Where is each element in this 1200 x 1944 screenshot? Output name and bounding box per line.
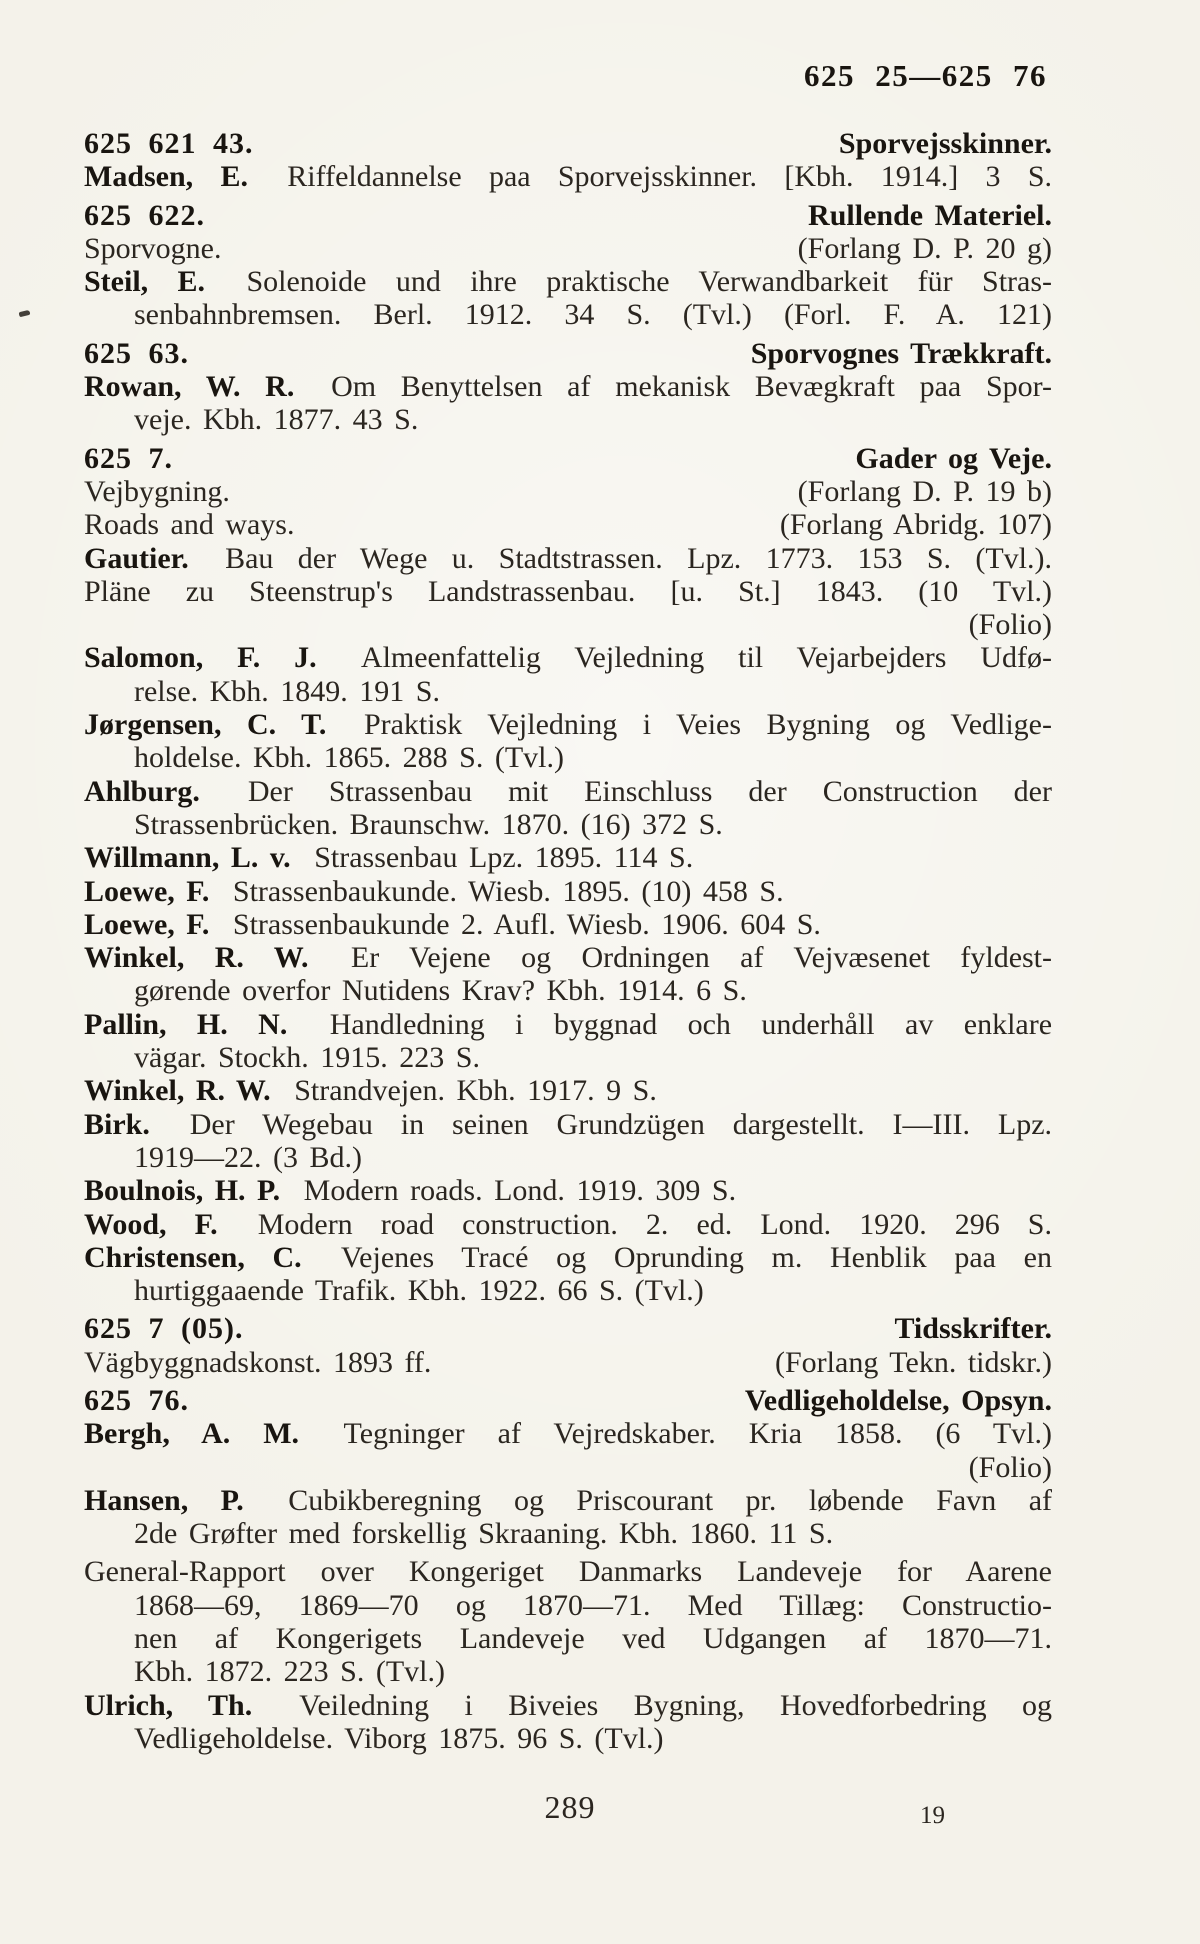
entry-text: Tegninger af Vejredskaber. Kria 1858. (6 Tvl.) [343, 1417, 1052, 1451]
catalog-line [84, 608, 1052, 641]
entry-text: hurtiggaaende Trafik. Kbh. 1922. 66 S. (Tvl.) [134, 1274, 704, 1308]
class-heading: Tidsskrifter. [894, 1312, 1052, 1346]
catalog-line [84, 1655, 1052, 1688]
entry-text: gørende overfor Nutidens Krav? Kbh. 1914. 6 S. [134, 974, 747, 1008]
cross-reference: (Forlang D. P. 20 g) [797, 231, 1052, 265]
entry-label: Sporvogne. [84, 231, 222, 265]
catalog-line [84, 199, 1052, 232]
catalog-line [84, 370, 1052, 403]
catalog-line [84, 127, 1052, 160]
catalog-line [84, 1589, 1052, 1622]
catalog-line [84, 1008, 1052, 1041]
entry-text: veje. Kbh. 1877. 43 S. [134, 403, 419, 437]
author-name: Winkel, R. W. [84, 941, 309, 975]
author-name: Christensen, C. [84, 1240, 302, 1274]
catalog-line [84, 575, 1052, 608]
catalog-line [84, 708, 1052, 741]
entry-text: Strassenbrücken. Braunschw. 1870. (16) 372 S. [134, 807, 723, 841]
entry-text: Riffeldannelse paa Sporvejsskinner. [Kbh. 1914.] 3 S. [287, 160, 1053, 194]
catalog-line [84, 337, 1052, 370]
entry-text: Modern roads. Lond. 1919. 309 S. [303, 1174, 737, 1208]
catalog-line [84, 1346, 1052, 1379]
catalog-line [84, 741, 1052, 774]
author-name: Winkel, R. W. [84, 1074, 271, 1108]
catalog-line [84, 475, 1052, 508]
catalog-line [84, 1108, 1052, 1141]
author-name: Willmann, L. v. [84, 841, 291, 875]
author-name: Ahlburg. [84, 774, 200, 808]
catalog-line [84, 941, 1052, 974]
cross-reference: (Forlang D. P. 19 b) [797, 474, 1052, 508]
printers-signature: 19 [920, 1802, 945, 1829]
author-name: Loewe, F. [84, 907, 210, 941]
catalog-line [84, 160, 1052, 193]
cross-reference: (Forlang Tekn. tidskr.) [775, 1345, 1052, 1379]
class-heading: Sporvognes Trækkraft. [750, 336, 1052, 370]
entry-text: Er Vejene og Ordningen af Vejvæsenet fyldest- [350, 941, 1053, 975]
catalog-line [84, 841, 1052, 874]
cross-reference: (Forlang Abridg. 107) [779, 508, 1052, 542]
catalog-line [84, 232, 1052, 265]
catalog-line [84, 1312, 1052, 1345]
entry-text: Modern road construction. 2. ed. Lond. 1920. 296 S. [257, 1207, 1052, 1241]
catalog-line [84, 442, 1052, 475]
class-number: 625 7. [84, 441, 173, 475]
class-heading: Rullende Materiel. [808, 198, 1052, 232]
catalog-line [84, 1074, 1052, 1107]
author-name: Jørgensen, C. T. [84, 708, 327, 742]
class-number: 625 63. [84, 336, 189, 370]
catalog-line [84, 1041, 1052, 1074]
class-heading: Gader og Veje. [855, 441, 1052, 475]
catalog-line [84, 1141, 1052, 1174]
entry-text: Om Benyttelsen af mekanisk Bevægkraft paa Spor- [331, 370, 1053, 404]
catalog-line [84, 508, 1052, 541]
entry-text: Der Wegebau in seinen Grundzügen dargestellt. I—III. Lpz. [189, 1107, 1053, 1141]
running-head: 625 25—625 76 [804, 58, 1047, 93]
author-name: Bergh, A. M. [84, 1417, 300, 1451]
author-name: Birk. [84, 1107, 150, 1141]
author-name: Ulrich, Th. [84, 1688, 253, 1722]
catalog-line [84, 641, 1052, 674]
entry-text: Vejenes Tracé og Oprunding m. Henblik paa en [340, 1240, 1052, 1274]
page-number: 289 [544, 1789, 596, 1825]
entry-text: Strassenbaukunde. Wiesb. 1895. (10) 458 S. [232, 874, 784, 908]
catalog-line [84, 1555, 1052, 1588]
entry-label: Vejbygning. [84, 474, 230, 508]
entry-text: Pläne zu Steenstrup's Landstrassenbau. [u. St.] 1843. (10 Tvl.) [84, 574, 1052, 608]
catalog-line [84, 1451, 1052, 1484]
entry-text: Vedligeholdelse. Viborg 1875. 96 S. (Tvl.) [134, 1721, 664, 1755]
catalog-line [84, 1484, 1052, 1517]
entry-label: Vägbyggnadskonst. 1893 ff. [84, 1345, 432, 1379]
author-name: Hansen, P. [84, 1483, 244, 1517]
entry-text: senbahnbremsen. Berl. 1912. 34 S. (Tvl.) (Forl. F. A. 121) [134, 298, 1052, 332]
author-name: Gautier. [84, 541, 189, 575]
catalog-line [84, 875, 1052, 908]
entry-text: relse. Kbh. 1849. 191 S. [134, 674, 440, 708]
entry-text: Solenoide und ihre praktische Verwandbarkeit für Stras- [246, 265, 1053, 299]
entry-label: Roads and ways. [84, 508, 295, 542]
entry-text: Veiledning i Biveies Bygning, Hovedforbedring og [299, 1688, 1052, 1722]
catalog-line [84, 1241, 1052, 1274]
catalog-line [84, 1417, 1052, 1450]
catalog-line [84, 403, 1052, 436]
entry-text: vägar. Stockh. 1915. 223 S. [134, 1041, 480, 1075]
author-name: Wood, F. [84, 1207, 218, 1241]
entry-text: 1868—69, 1869—70 og 1870—71. Med Tillæg: Constructio- [134, 1588, 1052, 1622]
catalog-line [84, 542, 1052, 575]
format-note: (Folio) [968, 608, 1052, 642]
catalog-line [84, 1384, 1052, 1417]
class-heading: Vedligeholdelse, Opsyn. [744, 1383, 1052, 1417]
author-name: Pallin, H. N. [84, 1007, 288, 1041]
entry-text: Praktisk Vejledning i Veies Bygning og Vedlige- [363, 708, 1052, 742]
entry-text: Cubikberegning og Priscourant pr. løbende Favn af [288, 1483, 1053, 1517]
class-number: 625 76. [84, 1383, 189, 1417]
catalog-line [84, 298, 1052, 331]
entry-text: Bau der Wege u. Stadtstrassen. Lpz. 1773. 153 S. (Tvl.). [225, 541, 1053, 575]
entry-text: Der Strassenbau mit Einschluss der Construction der [247, 774, 1052, 808]
class-heading: Sporvejsskinner. [838, 127, 1052, 160]
class-number: 625 622. [84, 198, 205, 232]
author-name: Salomon, F. J. [84, 641, 317, 675]
entry-text: holdelse. Kbh. 1865. 288 S. (Tvl.) [134, 741, 564, 775]
entry-text: Strassenbaukunde 2. Aufl. Wiesb. 1906. 604 S. [232, 907, 821, 941]
entry-text: Kbh. 1872. 223 S. (Tvl.) [134, 1655, 445, 1689]
author-name: Boulnois, H. P. [84, 1174, 281, 1208]
author-name: Rowan, W. R. [84, 370, 295, 404]
catalog-line [84, 974, 1052, 1007]
entry-text: 2de Grøfter med forskellig Skraaning. Kbh. 1860. 11 S. [134, 1517, 834, 1551]
catalog-line [84, 265, 1052, 298]
catalog-line [84, 775, 1052, 808]
author-name: Steil, E. [84, 265, 206, 299]
entry-text: nen af Kongerigets Landeveje ved Udgangen af 1870—71. [134, 1622, 1052, 1656]
catalog-line [84, 1517, 1052, 1550]
class-number: 625 7 (05). [84, 1312, 244, 1346]
catalog-line [84, 1208, 1052, 1241]
catalog-line [84, 1174, 1052, 1207]
entry-text: Strandvejen. Kbh. 1917. 9 S. [294, 1074, 657, 1108]
catalog-line [84, 908, 1052, 941]
catalog-line [84, 1689, 1052, 1722]
entry-text: Almeenfattelig Vejledning til Vejarbejders Udfø- [360, 641, 1052, 675]
author-name: Loewe, F. [84, 874, 210, 908]
format-note: (Folio) [968, 1450, 1052, 1484]
catalog-line [84, 675, 1052, 708]
entry-text: General-Rapport over Kongeriget Danmarks Landeveje for Aarene [84, 1555, 1052, 1589]
catalog-line [84, 1722, 1052, 1755]
entry-text: 1919—22. (3 Bd.) [134, 1140, 362, 1174]
author-name: Madsen, E. [84, 160, 248, 194]
catalog-line [84, 1622, 1052, 1655]
entry-text: Strassenbau Lpz. 1895. 114 S. [314, 841, 694, 875]
class-number: 625 621 43. [84, 127, 254, 160]
catalog-line [84, 1274, 1052, 1307]
entry-text: Handledning i byggnad och underhåll av enklare [329, 1007, 1053, 1041]
catalog-line [84, 808, 1052, 841]
